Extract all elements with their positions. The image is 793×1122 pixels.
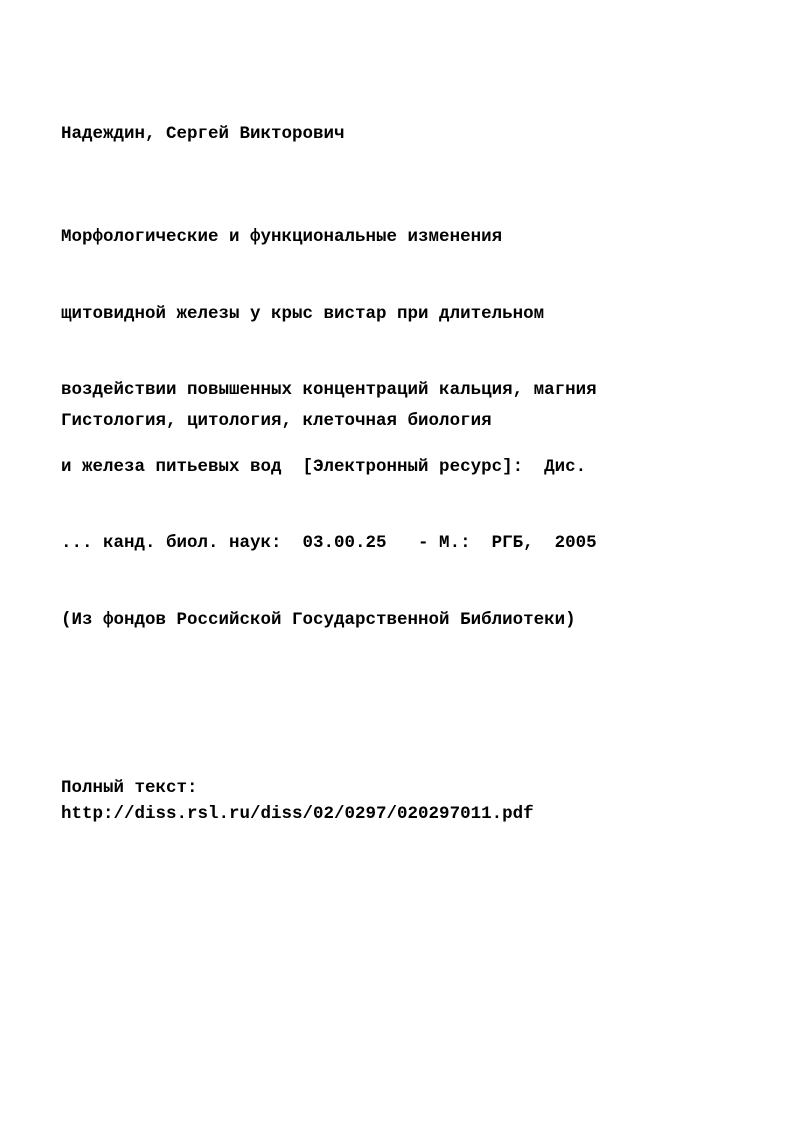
author-name: Надеждин, Сергей Викторович xyxy=(61,124,345,144)
title-line-6: (Из фондов Российской Государственной Библиотеки) xyxy=(61,609,576,630)
title-line-1: Морфологические и функциональные изменения xyxy=(61,227,503,247)
title-line-2: щитовидной железы у крыс вистар при длительном xyxy=(61,303,545,324)
subject-heading: Гистология, цитология, клеточная биология xyxy=(61,411,492,431)
fulltext-label: Полный текст: xyxy=(61,778,198,798)
title-line-5: ... канд. биол. наук: 03.00.25 - М.: РГБ, 2005 xyxy=(61,533,597,553)
fulltext-link[interactable]: http://diss.rsl.ru/diss/02/0297/020297011.pdf xyxy=(61,804,534,824)
title-line-4: и железа питьевых вод [Электронный ресурс]: Дис. xyxy=(61,456,587,477)
title-line-3: воздействии повышенных концентраций кальция, магния xyxy=(61,380,597,400)
